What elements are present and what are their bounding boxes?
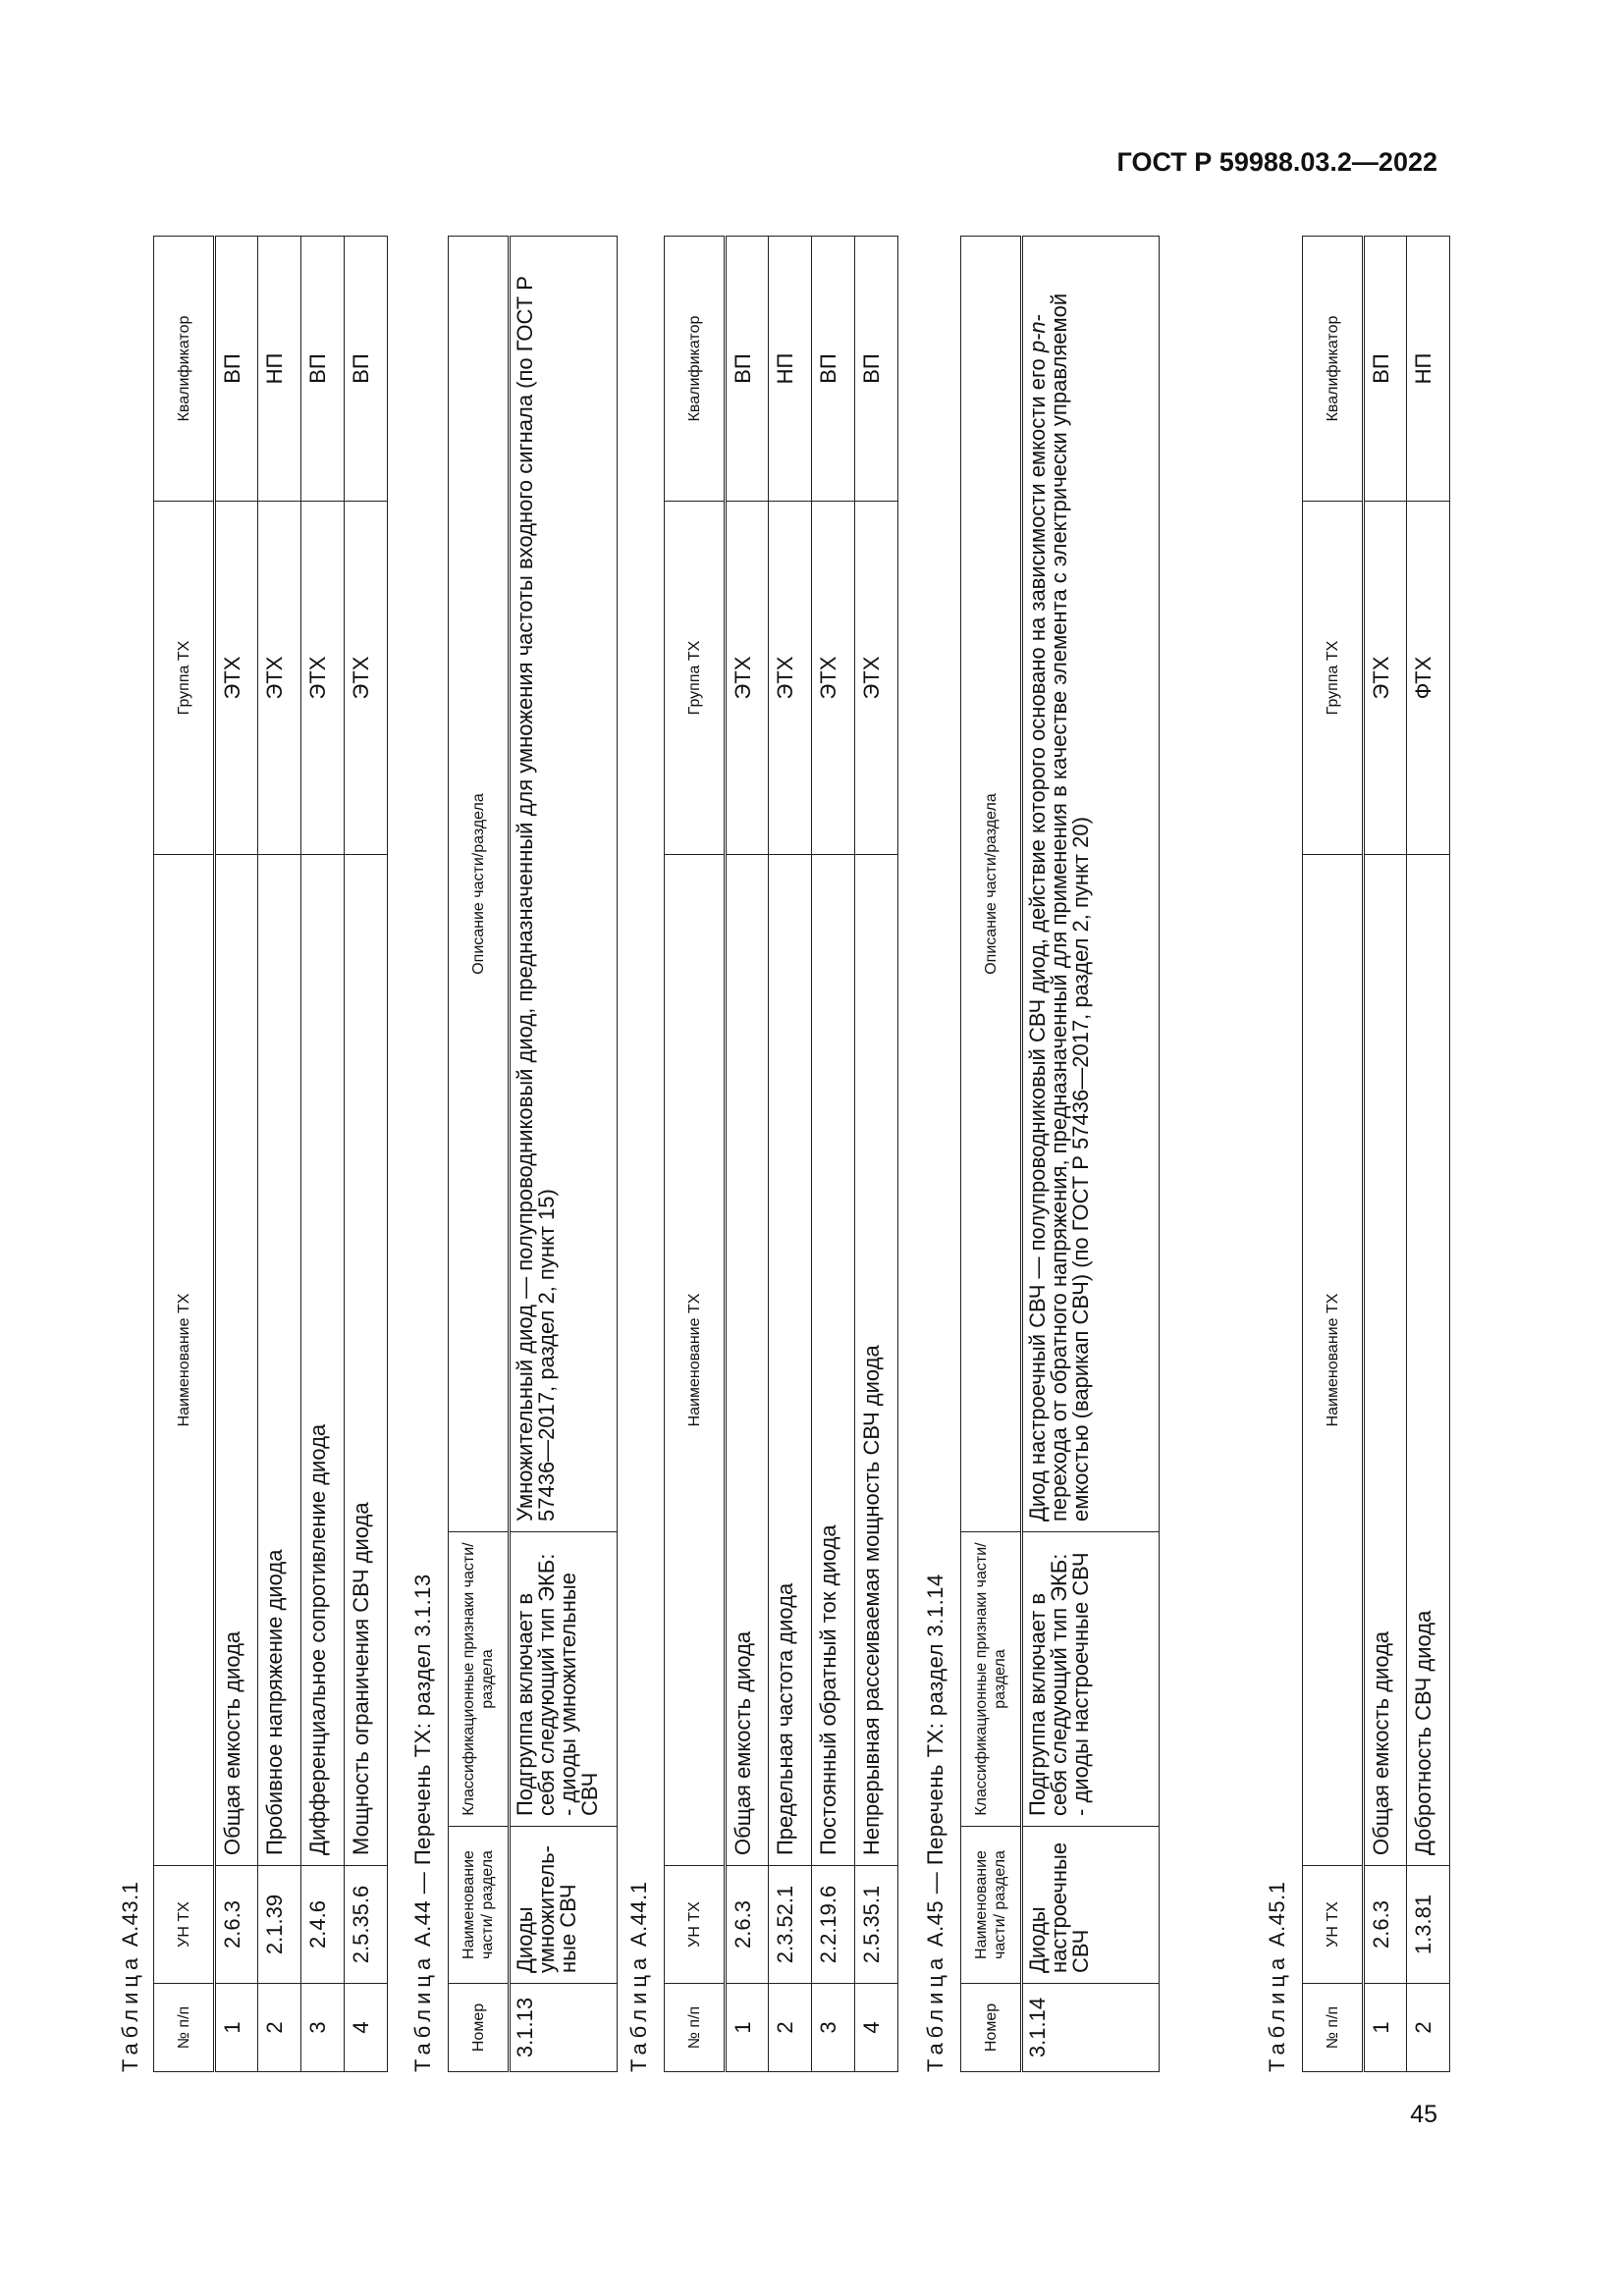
col-header: Группа ТХ bbox=[1303, 502, 1364, 855]
cell: 3.1.14 bbox=[1022, 1984, 1160, 2072]
col-header: Наименование ТХ bbox=[154, 855, 215, 1866]
col-header: Квалификатор bbox=[1303, 237, 1364, 502]
cell: ЭТХ bbox=[301, 502, 345, 855]
cell: 4 bbox=[855, 1984, 898, 2072]
cell: ЭТХ bbox=[345, 502, 388, 855]
col-header: Наименование ТХ bbox=[665, 855, 726, 1866]
col-header: № п/п bbox=[1303, 1984, 1364, 2072]
cell: 2.5.35.6 bbox=[345, 1866, 388, 1984]
cell: ВП bbox=[855, 237, 898, 502]
col-header: Наименование части/ раздела bbox=[449, 1827, 510, 1984]
caption-a45: Таблица А.45 — Перечень ТХ: раздел 3.1.14 bbox=[923, 1574, 947, 2072]
col-header: Наименование части/ раздела bbox=[961, 1827, 1022, 1984]
col-header: УН ТХ bbox=[665, 1866, 726, 1984]
cell: НП bbox=[1407, 237, 1450, 502]
cell: Диоды настроечные СВЧ bbox=[1022, 1827, 1160, 1984]
cell: 2.3.52.1 bbox=[769, 1866, 812, 1984]
table-row bbox=[301, 237, 345, 2072]
col-header: Наименование ТХ bbox=[1303, 855, 1364, 1866]
col-header: УН ТХ bbox=[154, 1866, 215, 1984]
cell: Подгруппа включает в себя следующий тип ЭКБ: - диоды настроечные СВЧ bbox=[1022, 1532, 1160, 1827]
cell: 2.1.39 bbox=[258, 1866, 301, 1984]
cell: Постоянный обратный ток диода bbox=[812, 855, 855, 1866]
col-header: УН ТХ bbox=[1303, 1866, 1364, 1984]
cell: 2.6.3 bbox=[726, 1866, 769, 1984]
cell: 3 bbox=[812, 1984, 855, 2072]
cell: Общая емкость диода bbox=[726, 855, 769, 1866]
cell: 3 bbox=[301, 1984, 345, 2072]
cell: ЭТХ bbox=[855, 502, 898, 855]
col-header: № п/п bbox=[665, 1984, 726, 2072]
cell: ЭТХ bbox=[258, 502, 301, 855]
cell: 2 bbox=[769, 1984, 812, 2072]
caption-a44-1: Таблица А.44.1 bbox=[626, 1881, 651, 2072]
cell: 1 bbox=[1364, 1984, 1407, 2072]
cell: 2.2.19.6 bbox=[812, 1866, 855, 1984]
cell: НП bbox=[258, 237, 301, 502]
cell: 2.6.3 bbox=[215, 1866, 258, 1984]
cell: Дифференциальное сопротивление диода bbox=[301, 855, 345, 1866]
table-row bbox=[812, 237, 855, 2072]
cell: Предельная частота диода bbox=[769, 855, 812, 1866]
cell: Умножительный диод — полупроводниковый диод, предназначенный для умножения частоты входного сигнала (по ГОСТ Р 57436—2017, раздел 2, пункт 15) bbox=[510, 237, 618, 1532]
cell: 1 bbox=[215, 1984, 258, 2072]
col-header: Номер bbox=[961, 1984, 1022, 2072]
table-row bbox=[1407, 237, 1450, 2072]
cell: ВП bbox=[215, 237, 258, 502]
description-text: -перехода от обратного напряжения, предназначенный для применения в качестве элемента с электрически управляемой емкостью (варикап СВЧ) (по ГОСТ Р 57436—2017, раздел 2, пункт 20) bbox=[1025, 293, 1093, 1522]
standard-designation: ГОСТ Р 59988.03.2—2022 bbox=[1116, 147, 1437, 177]
col-header: Группа ТХ bbox=[154, 502, 215, 855]
caption-a44: Таблица А.44 — Перечень ТХ: раздел 3.1.13 bbox=[410, 1574, 435, 2072]
cell: Добротность СВЧ диода bbox=[1407, 855, 1450, 1866]
cell: 1.3.81 bbox=[1407, 1866, 1450, 1984]
cell: 2.5.35.1 bbox=[855, 1866, 898, 1984]
table-a44-1 bbox=[664, 236, 898, 2072]
cell: ФТХ bbox=[1407, 502, 1450, 855]
cell: Мощность ограничения СВЧ диода bbox=[345, 855, 388, 1866]
cell: ЭТХ bbox=[769, 502, 812, 855]
cell: Непрерывная рассеиваемая мощность СВЧ диода bbox=[855, 855, 898, 1866]
cell: 2 bbox=[258, 1984, 301, 2072]
col-header: Классификационные признаки части/ раздела bbox=[449, 1532, 510, 1827]
col-header: Номер bbox=[449, 1984, 510, 2072]
table-row bbox=[855, 237, 898, 2072]
cell: НП bbox=[769, 237, 812, 502]
cell: ВП bbox=[301, 237, 345, 502]
table-row bbox=[1022, 237, 1160, 2072]
table-row bbox=[345, 237, 388, 2072]
table-row bbox=[1364, 237, 1407, 2072]
caption-a45-1: Таблица А.45.1 bbox=[1265, 1881, 1289, 2072]
cell: 4 bbox=[345, 1984, 388, 2072]
rotated-content bbox=[108, 237, 1443, 2072]
cell: ЭТХ bbox=[812, 502, 855, 855]
col-header: Классификационные признаки части/ раздела bbox=[961, 1532, 1022, 1827]
cell: 3.1.13 bbox=[510, 1984, 618, 2072]
cell: ЭТХ bbox=[1364, 502, 1407, 855]
cell: Общая емкость диода bbox=[215, 855, 258, 1866]
cell: ВП bbox=[345, 237, 388, 502]
cell bbox=[1022, 237, 1160, 1532]
table-row bbox=[726, 237, 769, 2072]
table-row bbox=[510, 237, 618, 2072]
cell: ВП bbox=[726, 237, 769, 502]
description-text: Диод настроечный СВЧ — полупроводниковый СВЧ диод, действие которого основано на зависимости емкости его bbox=[1025, 352, 1050, 1522]
cell: ВП bbox=[1364, 237, 1407, 502]
col-header: Квалификатор bbox=[154, 237, 215, 502]
table-a43-1 bbox=[153, 236, 388, 2072]
caption-a43-1: Таблица А.43.1 bbox=[118, 1881, 142, 2072]
cell: Общая емкость диода bbox=[1364, 855, 1407, 1866]
table-row bbox=[258, 237, 301, 2072]
pn-italic: p-n bbox=[1025, 321, 1050, 353]
col-header: № п/п bbox=[154, 1984, 215, 2072]
table-a45 bbox=[960, 236, 1160, 2072]
cell: 1 bbox=[726, 1984, 769, 2072]
table-row bbox=[769, 237, 812, 2072]
cell: ВП bbox=[812, 237, 855, 502]
cell: Пробивное напряжение диода bbox=[258, 855, 301, 1866]
col-header: Квалификатор bbox=[665, 237, 726, 502]
cell: 2.6.3 bbox=[1364, 1866, 1407, 1984]
cell: ЭТХ bbox=[726, 502, 769, 855]
table-row bbox=[215, 237, 258, 2072]
col-header: Описание части/раздела bbox=[961, 237, 1022, 1532]
col-header: Описание части/раздела bbox=[449, 237, 510, 1532]
page-number: 45 bbox=[1410, 2101, 1437, 2128]
cell: Подгруппа включает в себя следующий тип ЭКБ: - диоды умножительные СВЧ bbox=[510, 1532, 618, 1827]
cell: 2 bbox=[1407, 1984, 1450, 2072]
col-header: Группа ТХ bbox=[665, 502, 726, 855]
cell: Диоды умножительные СВЧ bbox=[510, 1827, 618, 1984]
table-a44 bbox=[448, 236, 618, 2072]
cell: ЭТХ bbox=[215, 502, 258, 855]
table-a45-1 bbox=[1302, 236, 1450, 2072]
cell: 2.4.6 bbox=[301, 1866, 345, 1984]
